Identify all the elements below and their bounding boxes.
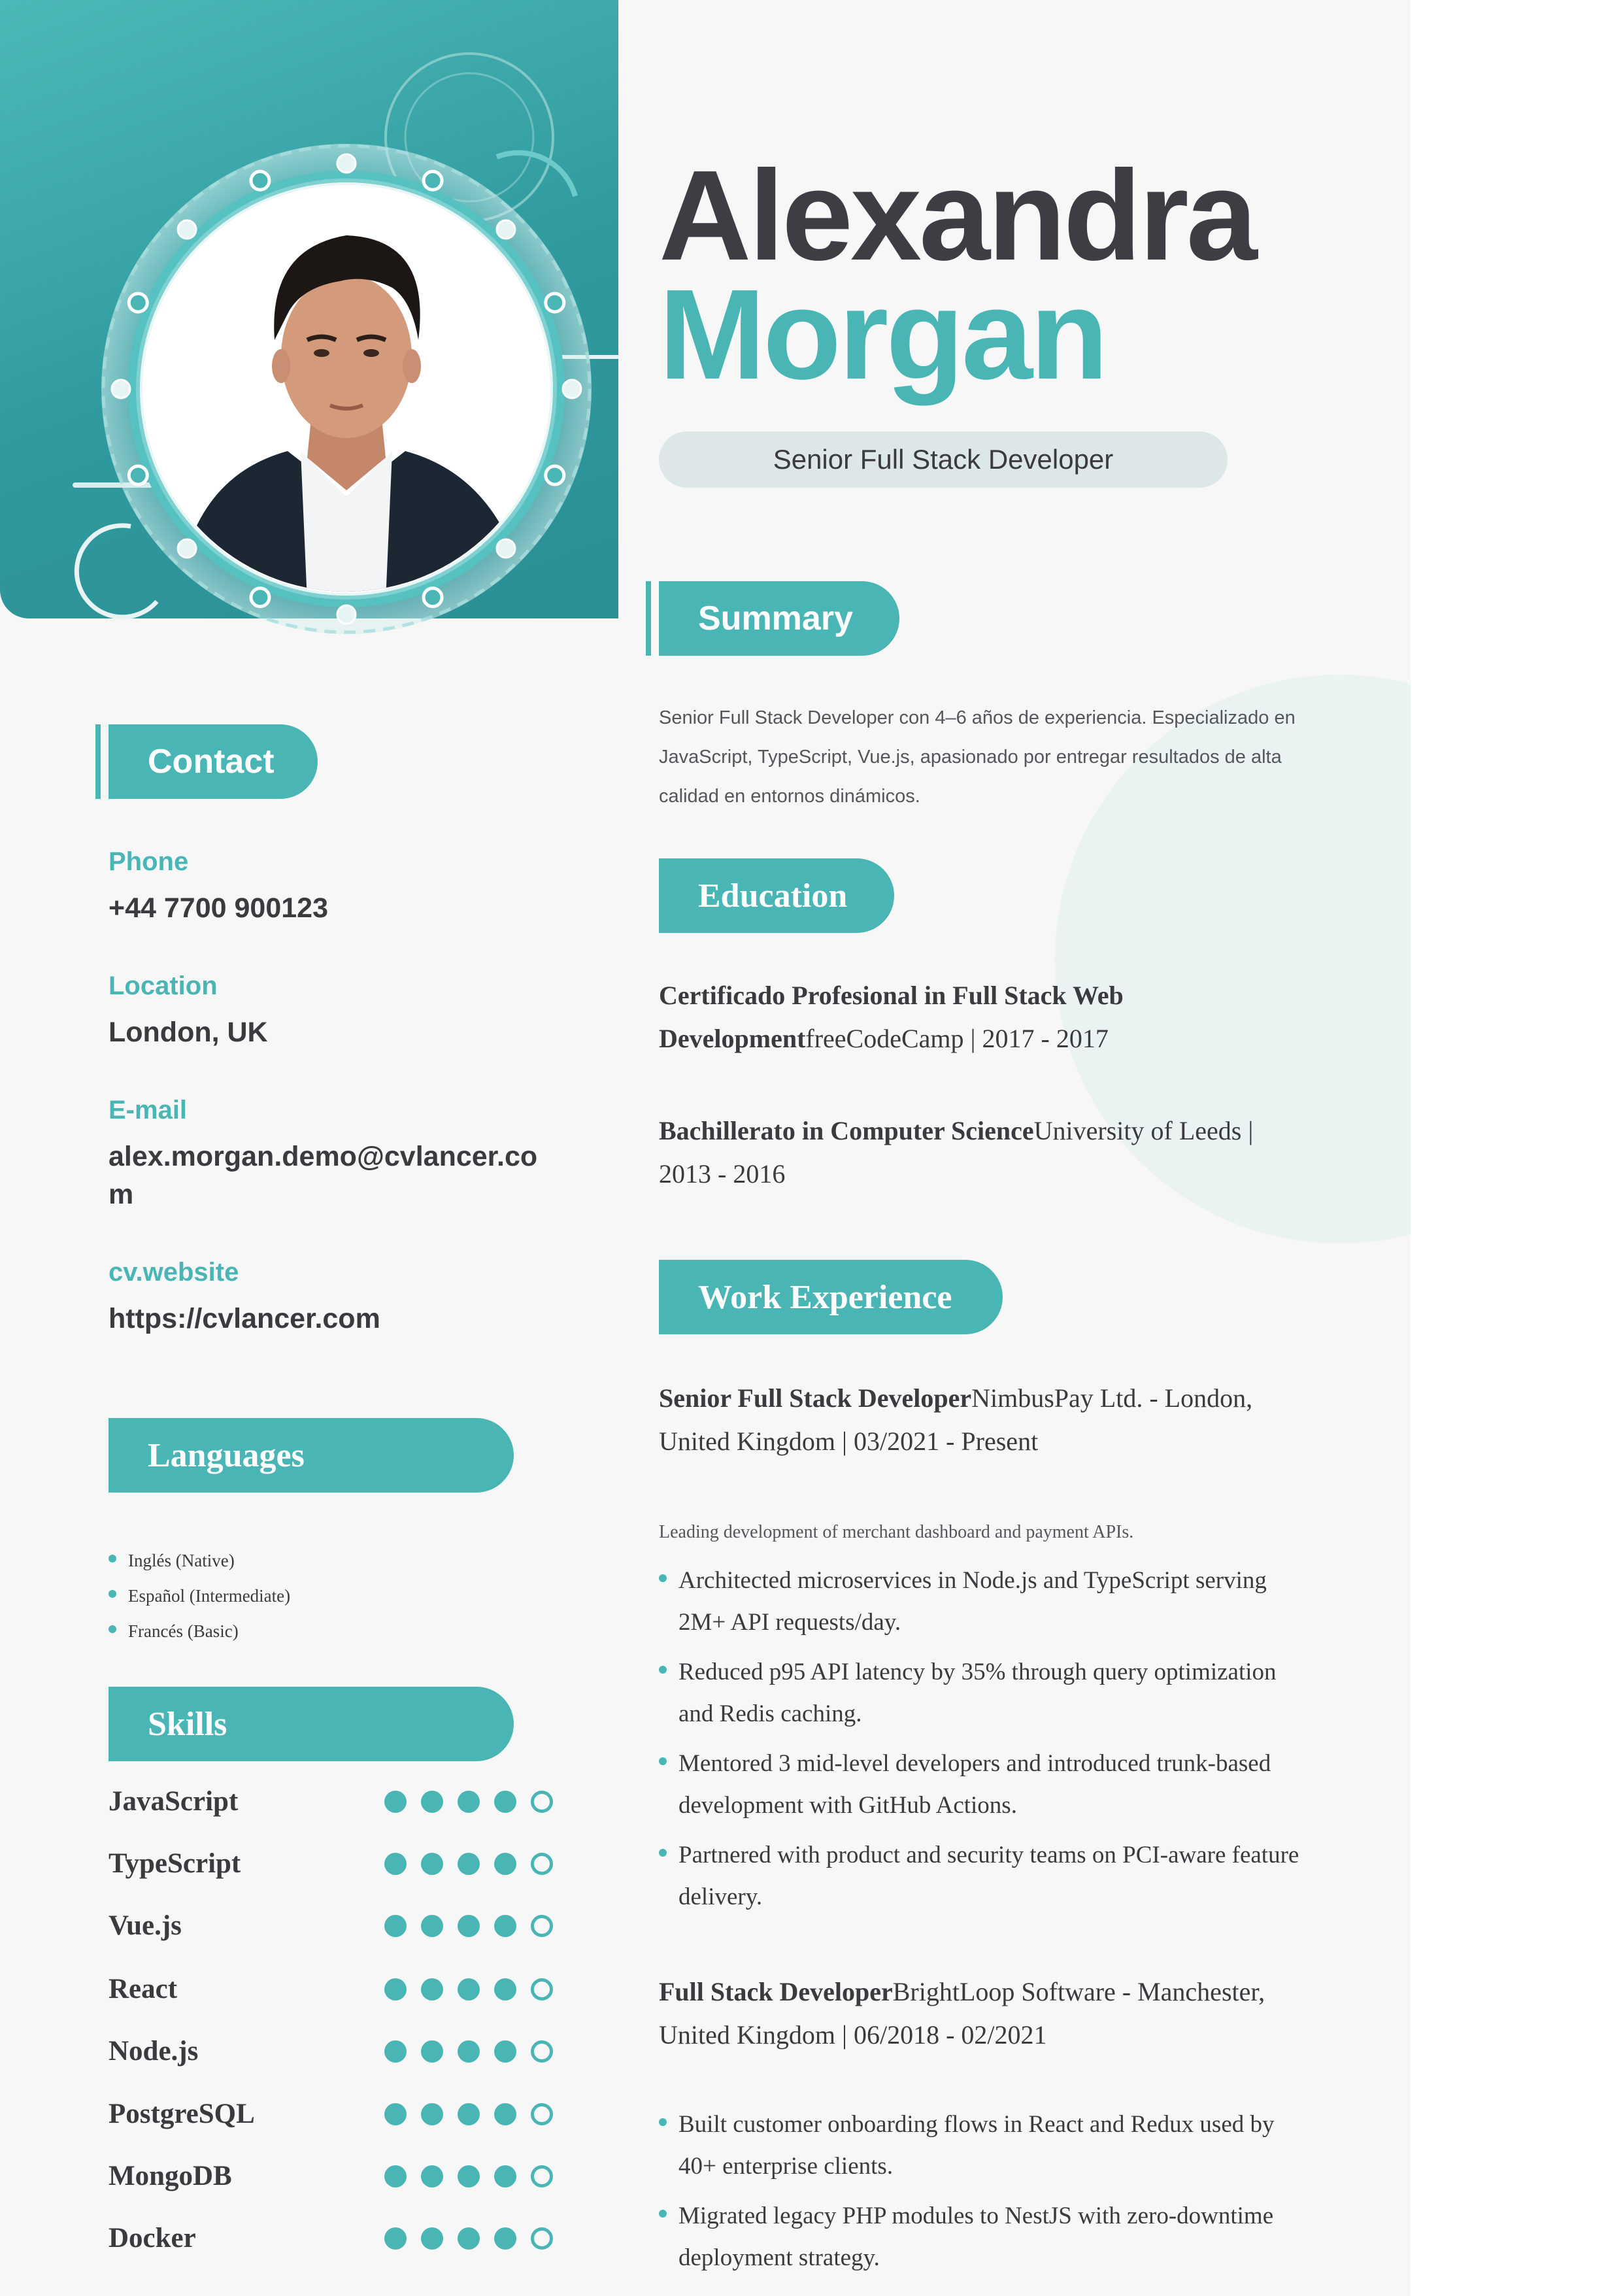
list-item: Built customer onboarding flows in React and Redux used by 40+ enterprise clients. xyxy=(659,2104,1306,2187)
skill-level-rating xyxy=(384,1853,553,1875)
empty-dot-icon xyxy=(531,2040,553,2063)
skill-name: JavaScript xyxy=(109,1786,239,1817)
degree-title: Bachillerato in Computer Science xyxy=(659,1116,1034,1145)
language-item: Inglés (Native) xyxy=(109,1543,290,1578)
filled-dot-icon xyxy=(458,1791,480,1813)
list-item: Architected microservices in Node.js and TypeScript serving 2M+ API requests/day. xyxy=(659,1560,1306,1644)
job-description: Leading development of merchant dashboard and payment APIs. xyxy=(659,1522,1134,1542)
filled-dot-icon xyxy=(494,1853,516,1875)
filled-dot-icon xyxy=(384,1791,407,1813)
skill-name: Vue.js xyxy=(109,1910,182,1941)
filled-dot-icon xyxy=(494,2165,516,2187)
website-label: cv.website xyxy=(109,1258,239,1287)
email-label: E-mail xyxy=(109,1096,188,1124)
filled-dot-icon xyxy=(494,1915,516,1937)
language-item: Español (Intermediate) xyxy=(109,1578,290,1613)
ring-dot-icon xyxy=(129,466,147,484)
email-value[interactable]: alex.morgan.demo@cvlancer.com xyxy=(109,1141,538,1210)
skill-row xyxy=(109,1906,553,1946)
job-achievements xyxy=(659,2104,1306,2287)
job-entry-header xyxy=(659,1377,1306,1463)
contact-heading: Contact xyxy=(109,724,318,799)
filled-dot-icon xyxy=(421,1915,443,1937)
job-entry-header xyxy=(659,1970,1306,2057)
ring-dot-icon xyxy=(337,605,356,624)
languages-heading: Languages xyxy=(109,1418,514,1493)
ring-dot-icon xyxy=(424,171,442,190)
ring-dot-icon xyxy=(178,220,196,239)
skill-row xyxy=(109,2157,553,2196)
list-item: Migrated legacy PHP modules to NestJS with zero-downtime deployment strategy. xyxy=(659,2195,1306,2279)
skill-name: Docker xyxy=(109,2223,196,2254)
ring-dot-icon xyxy=(497,539,515,558)
photo-frame-decoration xyxy=(0,0,641,647)
filled-dot-icon xyxy=(421,2103,443,2125)
skill-name: MongoDB xyxy=(109,2161,232,2191)
ring-dot-icon xyxy=(251,588,269,607)
languages-list xyxy=(109,1543,290,1649)
filled-dot-icon xyxy=(384,1853,407,1875)
website-value[interactable]: https://cvlancer.com xyxy=(109,1303,380,1334)
filled-dot-icon xyxy=(384,2103,407,2125)
filled-dot-icon xyxy=(421,1978,443,2001)
phone-value: +44 7700 900123 xyxy=(109,892,328,924)
skill-level-rating xyxy=(384,2103,553,2125)
skill-level-rating xyxy=(384,1915,553,1937)
degree-details: freeCodeCamp | 2017 - 2017 xyxy=(805,1024,1109,1053)
filled-dot-icon xyxy=(421,2165,443,2187)
skill-row xyxy=(109,2219,553,2258)
skill-level-rating xyxy=(384,1791,553,1813)
skill-level-rating xyxy=(384,2165,553,2187)
job-achievements xyxy=(659,1560,1306,1926)
empty-dot-icon xyxy=(531,2103,553,2125)
filled-dot-icon xyxy=(384,1915,407,1937)
ring-dot-icon xyxy=(251,171,269,190)
filled-dot-icon xyxy=(421,2040,443,2063)
filled-dot-icon xyxy=(458,2103,480,2125)
skill-row xyxy=(109,1782,553,1821)
location-value: London, UK xyxy=(109,1017,268,1048)
summary-text: Senior Full Stack Developer con 4–6 años de experiencia. Especializado en JavaScript, TypeScript, Vue.js, apasionado por entregar resultados de alta calidad en entornos dinámicos. xyxy=(659,707,1296,807)
list-item: Mentored 3 mid-level developers and introduced trunk-based development with GitHub Actions. xyxy=(659,1743,1306,1827)
education-heading: Education xyxy=(659,858,894,933)
summary-heading: Summary xyxy=(659,581,899,656)
skill-name: TypeScript xyxy=(109,1848,241,1879)
empty-dot-icon xyxy=(531,2165,553,2187)
filled-dot-icon xyxy=(494,2040,516,2063)
first-name: Alexandra xyxy=(659,144,1255,287)
filled-dot-icon xyxy=(458,2165,480,2187)
skill-level-rating xyxy=(384,1978,553,2001)
ring-dot-icon xyxy=(546,294,564,312)
job-role: Full Stack Developer xyxy=(659,1977,893,2006)
ring-dot-icon xyxy=(129,294,147,312)
filled-dot-icon xyxy=(458,1978,480,2001)
filled-dot-icon xyxy=(384,2165,407,2187)
skill-level-rating xyxy=(384,2040,553,2063)
ring-dot-icon xyxy=(546,466,564,484)
filled-dot-icon xyxy=(494,2103,516,2125)
ring-dot-icon xyxy=(112,380,130,398)
last-name: Morgan xyxy=(659,263,1106,406)
filled-dot-icon xyxy=(384,2040,407,2063)
education-item xyxy=(659,974,1306,1060)
skill-name: PostgreSQL xyxy=(109,2099,255,2129)
work-experience-heading: Work Experience xyxy=(659,1260,1003,1334)
empty-dot-icon xyxy=(531,1915,553,1937)
filled-dot-icon xyxy=(494,2227,516,2250)
skill-row xyxy=(109,2032,553,2071)
skill-name: Node.js xyxy=(109,2036,199,2067)
degree-details: University of Leeds | 2013 - 2016 xyxy=(659,1116,1254,1189)
degree-title: Certificado Profesional in Full Stack Web Development xyxy=(659,981,1124,1053)
filled-dot-icon xyxy=(384,1978,407,2001)
ring-dot-icon xyxy=(178,539,196,558)
ring-dot-icon xyxy=(497,220,515,239)
job-title-badge: Senior Full Stack Developer xyxy=(659,431,1228,488)
language-item: Francés (Basic) xyxy=(109,1613,290,1649)
filled-dot-icon xyxy=(458,1853,480,1875)
filled-dot-icon xyxy=(384,2227,407,2250)
ring-dot-icon xyxy=(563,380,581,398)
list-item: Reduced p95 API latency by 35% through query optimization and Redis caching. xyxy=(659,1651,1306,1735)
filled-dot-icon xyxy=(421,1791,443,1813)
filled-dot-icon xyxy=(458,2227,480,2250)
empty-dot-icon xyxy=(531,1853,553,1875)
skills-heading: Skills xyxy=(109,1687,514,1761)
skill-level-rating xyxy=(384,2227,553,2250)
phone-label: Phone xyxy=(109,847,189,876)
skill-row xyxy=(109,2095,553,2134)
filled-dot-icon xyxy=(421,2227,443,2250)
ring-dot-icon xyxy=(337,154,356,173)
filled-dot-icon xyxy=(458,2040,480,2063)
ring-dot-icon xyxy=(424,588,442,607)
job-role: Senior Full Stack Developer xyxy=(659,1383,972,1413)
job-details: BrightLoop Software - Manchester, United Kingdom | 06/2018 - 02/2021 xyxy=(659,1977,1265,2050)
filled-dot-icon xyxy=(494,1791,516,1813)
list-item: Partnered with product and security teams on PCI-aware feature delivery. xyxy=(659,1834,1306,1918)
empty-dot-icon xyxy=(531,2227,553,2250)
empty-dot-icon xyxy=(531,1978,553,2001)
skill-row xyxy=(109,1970,553,2009)
filled-dot-icon xyxy=(458,1915,480,1937)
filled-dot-icon xyxy=(494,1978,516,2001)
location-label: Location xyxy=(109,971,218,1000)
skill-row xyxy=(109,1844,553,1883)
skill-name: React xyxy=(109,1974,178,2004)
job-details: NimbusPay Ltd. - London, United Kingdom | 03/2021 - Present xyxy=(659,1383,1253,1456)
empty-dot-icon xyxy=(531,1791,553,1813)
filled-dot-icon xyxy=(421,1853,443,1875)
education-item xyxy=(659,1109,1306,1196)
